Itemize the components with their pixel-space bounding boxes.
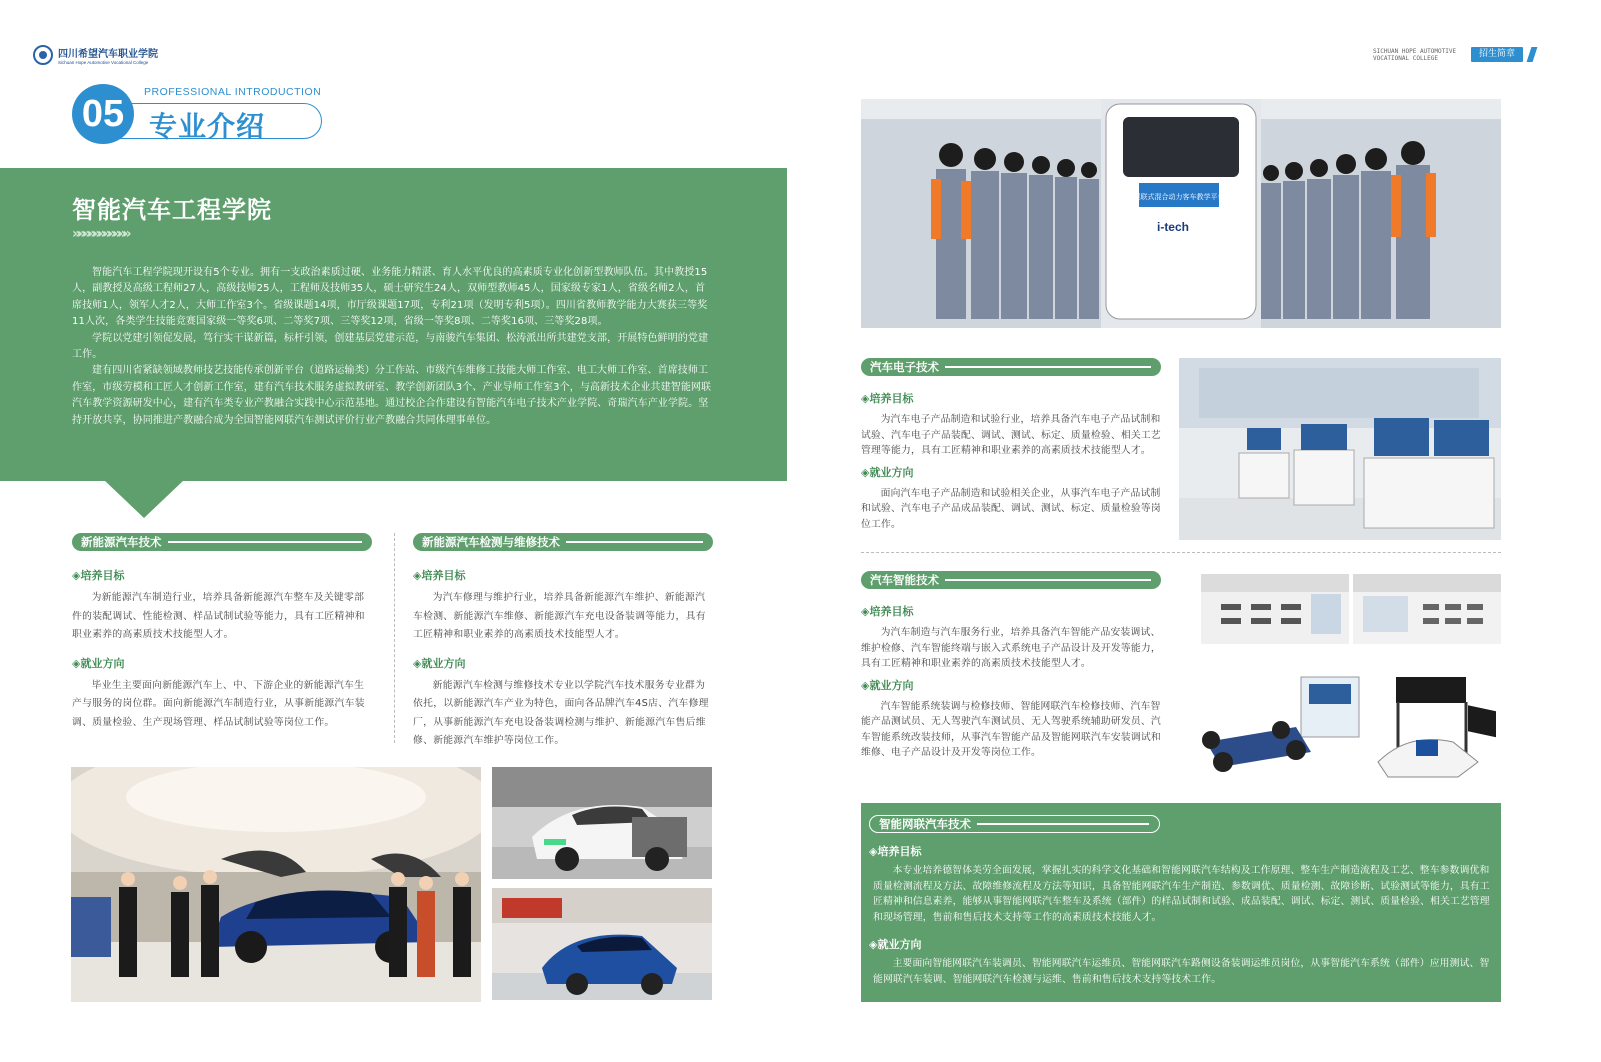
school-name-cn: 四川希望汽车职业学院 (58, 49, 158, 60)
goal-label: ◈培养目标 (861, 605, 914, 618)
driving-simulator-photo (1368, 672, 1501, 780)
classroom-render-photo (1201, 574, 1349, 644)
brochure-tag: 招生简章 (1471, 47, 1523, 62)
job-text: 汽车智能系统装调与检修技师、智能网联汽车检修技师、汽车智能产品测试员、无人驾驶汽车测试员、无人驾驶系统辅助研发员、汽车智能系统改装技师，从事汽车智能产品及智能网联汽车安装调试和维修、电子产品设计及开发等岗位工作。 (861, 700, 1161, 758)
college-intro-text (72, 265, 714, 429)
column-divider (394, 533, 395, 743)
bus-brand: i-tech (1156, 220, 1190, 234)
program-header (72, 533, 372, 551)
program-icv (861, 803, 1501, 1002)
section-number: 05 (72, 84, 134, 144)
program-electronics (861, 358, 1161, 532)
college-intro (0, 168, 787, 481)
school-name-en: Sichuan Hope Automotive Vocational College (58, 60, 149, 65)
students-bus-photo (861, 99, 1501, 328)
job-text: 主要面向智能网联汽车装调员、智能网联汽车运维员、智能网联汽车路侧设备装调运维员岗位，从事智能汽车系统（部件）应用测试、智能网联汽车装调、智能网联汽车检测与运维、售前和售后技术支持等技术工作。 (873, 957, 1490, 985)
section-title-cn: 专业介绍 (149, 110, 266, 143)
job-label: ◈就业方向 (72, 656, 125, 670)
classroom-render-photo (1353, 574, 1501, 644)
goal-label: ◈培养目标 (413, 569, 466, 582)
program-header (861, 571, 1161, 589)
intro-paragraph: 智能汽车工程学院现开设有5个专业。拥有一支政治素质过硬、业务能力精湛、育人水平优良的高素质专业化创新型教师队伍。其中教授15人，副教授及高级工程师27人，高级技师25人，工程师及技师35人，硕士研究生24人，双师型教师45人，国家级专家1人，省级名师2人，首席技师1人，领军人才2人，大师工作室3个。省级课题14项，市厅级课题17项，专利21项（发明专利5项）。四川省教师教学能力大赛获三等奖11人次，各类学生技能竞赛国家级一等奖6项、二等奖7项、三等奖12项，省级一等奖8项、二等奖16项、三等奖28项。 (72, 267, 708, 328)
header-line (945, 579, 1151, 581)
electronics-lab-photo (1179, 358, 1501, 540)
program-title: 汽车电子技术 (870, 360, 939, 374)
showroom-photo (71, 767, 481, 1002)
goal-text: 为汽车修理与维护行业，培养具备新能源汽车维护、新能源汽车检测、新能源汽车维修、新能源汽车充电设备装调等能力，具有工匠精神和职业素养的高素质技术技能型人才。 (413, 592, 706, 640)
job-text: 毕业生主要面向新能源汽车上、中、下游企业的新能源汽车生产与服务的岗位群。面向新能源汽车制造行业，从事新能源汽车装调、质量检验、生产现场管理、样品试制试验等岗位工作。 (72, 679, 365, 728)
section-title-en: PROFESSIONAL INTRODUCTION (144, 86, 322, 98)
job-label: ◈就业方向 (869, 937, 922, 951)
job-label: ◈就业方向 (413, 656, 466, 670)
program-header (861, 358, 1161, 376)
program-nev (72, 533, 372, 732)
tag-stripe (1527, 47, 1538, 62)
header-line (168, 541, 363, 543)
workshop-car-photo (492, 888, 712, 1000)
program-header (869, 815, 1160, 833)
program-title: 智能网联汽车技术 (879, 817, 971, 831)
program-title: 新能源汽车技术 (81, 535, 162, 549)
job-text: 新能源汽车检测与维修技术专业以学院汽车技术服务专业群为依托，以新能源汽车产业为特色，面向各品牌汽车4S店、汽车修理厂，从事新能源汽车充电设备装调检测与维护、新能源汽车售后维修、新能源汽车维护等岗位工作。 (413, 679, 709, 746)
goal-label: ◈培养目标 (869, 845, 922, 858)
right-header-en: SICHUAN HOPE AUTOMOTIVE VOCATIONAL COLLEGE (1372, 47, 1457, 62)
college-title: 智能汽车工程学院 (72, 196, 272, 224)
cutaway-car-photo (492, 767, 712, 879)
goal-text: 本专业培养德智体美劳全面发展，掌握扎实的科学文化基础和智能网联汽车结构及工作原理、整车生产制造流程及工艺、整车参数调优和质量检测流程及方法、故障维修流程及方法等知识，具备智能网联汽车生产制造、参数调优、质量检测、故障诊断、试验测试等能力，具有工匠精神和信息素养，能够从事智能网联汽车整车及系统（部件）的样品试制和试验、成品装配、调试、标定、测试、质量检验、相关工艺管理和现场管理，售前和售后技术支持等工作的高素质技术技能人才。 (873, 865, 1490, 924)
header-line (945, 366, 1151, 368)
program-nev-repair (413, 533, 713, 751)
job-text: 面向汽车电子产品制造和试验相关企业，从事汽车电子产品试制和试验、汽车电子产品成品装配、调试、测试、标定、质量检验等岗位工作。 (861, 487, 1161, 530)
goal-label: ◈培养目标 (861, 392, 914, 405)
program-title: 新能源汽车检测与维修技术 (422, 535, 560, 549)
chassis-trainer-photo (1201, 672, 1364, 780)
goal-text: 为汽车电子产品制造和试验行业，培养具备汽车电子产品试制和试验、汽车电子产品装配、调试、测试、标定、质量检验、相关工艺管理等能力，具有工匠精神和职业素养的高素质技术技能型人才。 (861, 414, 1161, 456)
job-label: ◈就业方向 (861, 678, 914, 692)
bus-sign: 混联式混合动力客车教学平台 (1133, 193, 1225, 201)
header-line (977, 823, 1149, 825)
intro-pointer (104, 480, 184, 518)
intro-paragraph: 建有四川省紧缺领域教师技艺技能传承创新平台（道路运输类）分工作站、市级汽车维修工技能大师工作室、电工大师工作室、首席技师工作室，市级劳模和工匠人才创新工作室，建有汽车技术服务虚拟教研室、教学创新团队3个、产业导师工作室3个，与高新技术企业共建智能网联汽车教学资源研发中心，建有汽车类专业产教融合实践中心示范基地。通过校企合作建设有智能汽车电子技术产业学院、奇瑞汽车产业学院。坚持开放共享，协同推进产教融合成为全国智能网联汽车测试评价行业产教融合共同体理事单位。 (72, 365, 712, 426)
goal-label: ◈培养目标 (72, 569, 125, 582)
header-line (566, 541, 703, 543)
school-seal-icon (33, 45, 53, 65)
chevron-decoration: »»»»»»»»»»» (72, 226, 128, 242)
section-divider (861, 552, 1501, 553)
job-label: ◈就业方向 (861, 465, 914, 479)
school-logo (33, 42, 173, 68)
program-title: 汽车智能技术 (870, 573, 939, 587)
intro-paragraph: 学院以党建引领促发展，笃行实干谋新篇，标杆引领，创建基层党建示范，与南骏汽车集团、松涛派出所共建党支部，开展特色鲜明的党建工作。 (72, 332, 709, 361)
goal-text: 为新能源汽车制造行业，培养具备新能源汽车整车及关键零部件的装配调试、性能检测、样品试制试验等能力，具有工匠精神和职业素养的高素质技术技能型人才。 (72, 592, 365, 640)
goal-text: 为汽车制造与汽车服务行业，培养具备汽车智能产品安装调试、维护检修、汽车智能终端与嵌入式系统电子产品设计及开发等能力，具有工匠精神和职业素养的高素质技术技能型人才。 (861, 627, 1161, 669)
program-smart (861, 571, 1161, 761)
right-header (1373, 47, 1535, 62)
program-header (413, 533, 713, 551)
section-badge (72, 84, 324, 144)
